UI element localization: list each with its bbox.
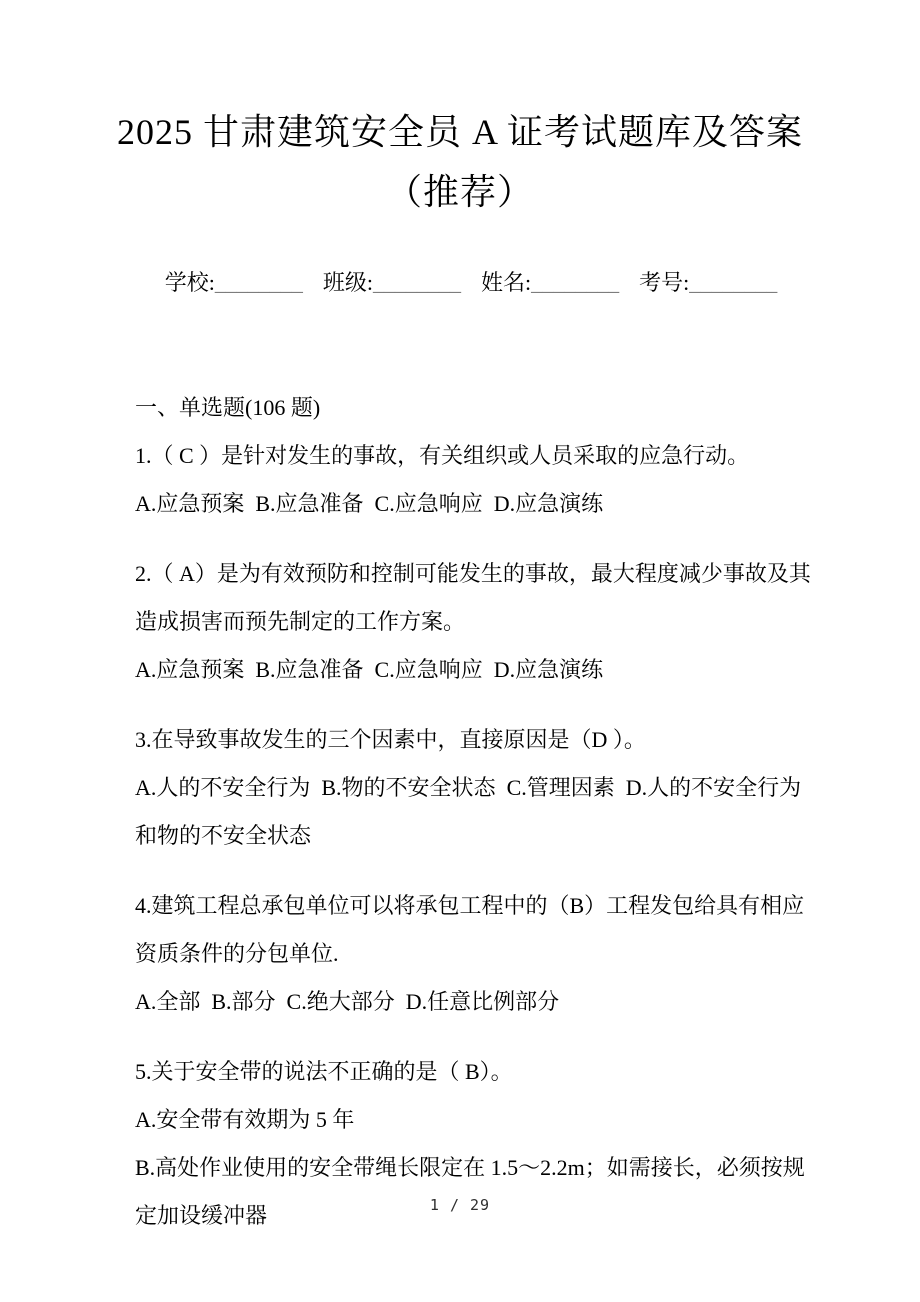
section-heading-single-choice: 一、单选题(106 题) (135, 395, 321, 420)
page-number-separator: / (439, 1196, 471, 1214)
page-number-current: 1 (429, 1196, 440, 1214)
info-field-school (165, 268, 303, 298)
question-3-options-line-1: A.人的不安全行为 B.物的不安全状态 C.管理因素 D.人的不安全行为 (135, 775, 802, 800)
question-4-options: A.全部 B.部分 C.绝大部分 D.任意比例部分 (135, 989, 560, 1014)
school-label: 学校: (164, 270, 215, 295)
question-5-option-b-line-2: 定加设缓冲器 (135, 1203, 268, 1228)
class-blank-line: ________ (373, 270, 461, 295)
question-5-stem: 5.关于安全带的说法不正确的是（ B）。 (135, 1059, 513, 1084)
question-4-stem-line-2: 资质条件的分包单位. (135, 941, 339, 966)
question-4 (135, 882, 890, 1026)
title-line-2: （推荐） (385, 172, 534, 212)
class-label: 班级: (322, 270, 373, 295)
question-3-options-line-2: 和物的不安全状态 (135, 823, 312, 848)
question-list (0, 384, 920, 1240)
question-2 (135, 550, 890, 694)
exam-number-blank-line: ________ (689, 270, 778, 295)
title-line-1: 2025 甘肃建筑安全员 A 证考试题库及答案 (116, 112, 803, 152)
question-3-stem: 3.在导致事故发生的三个因素中，直接原因是（D ）。 (135, 727, 646, 752)
info-field-exam-number (639, 268, 777, 298)
info-field-class (323, 268, 461, 298)
info-field-name (481, 268, 619, 298)
question-5-option-b-line-1: B.高处作业使用的安全带绳长限定在 1.5～2.2m；如需接长，必须按规 (135, 1155, 805, 1180)
question-1 (135, 432, 890, 528)
question-2-stem-line-1: 2.（ A）是为有效预防和控制可能发生的事故，最大程度减少事故及其 (135, 561, 811, 586)
question-3 (135, 716, 890, 860)
page-footer (0, 1196, 920, 1214)
exam-number-label: 考号: (639, 270, 690, 295)
name-label: 姓名: (481, 270, 532, 295)
question-2-stem-line-2: 造成损害而预先制定的工作方案。 (135, 609, 466, 634)
name-blank-line: ________ (531, 270, 620, 295)
question-4-stem-line-1: 4.建筑工程总承包单位可以将承包工程中的（B）工程发包给具有相应 (135, 893, 805, 918)
question-2-options: A.应急预案 B.应急准备 C.应急响应 D.应急演练 (135, 657, 604, 682)
question-1-options: A.应急预案 B.应急准备 C.应急响应 D.应急演练 (135, 491, 604, 516)
student-info-line (0, 238, 920, 328)
page-number-total: 29 (470, 1196, 491, 1214)
question-1-stem: 1.（ C ）是针对发生的事故，有关组织或人员采取的应急行动。 (135, 443, 750, 468)
school-blank-line: ________ (214, 270, 303, 295)
document-title (0, 102, 920, 222)
question-5-option-a: A.安全带有效期为 5 年 (135, 1107, 355, 1132)
